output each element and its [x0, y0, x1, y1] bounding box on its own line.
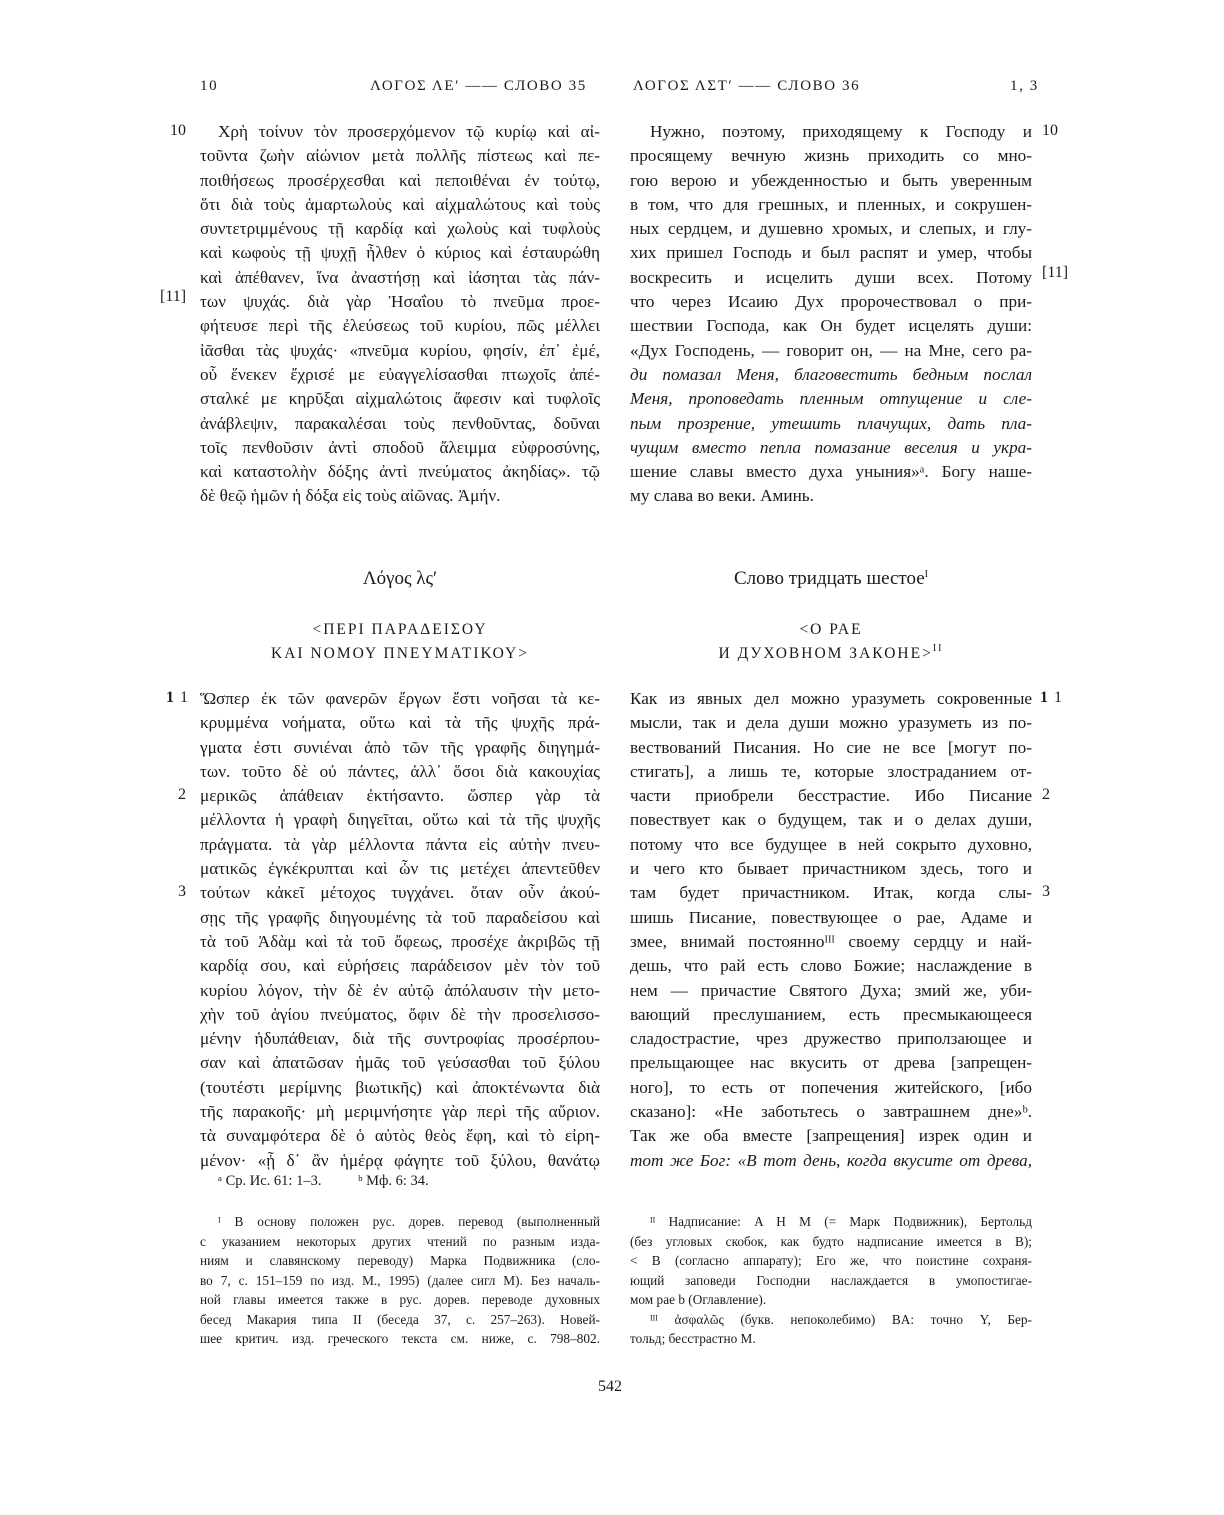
text-line: μένον· «ᾗ δ᾽ ἂν ἡμέρᾳ φάγητε τοῦ ξύλου, θανάτῳ	[200, 1150, 600, 1170]
text-line: μέλλοντα ἡ γραφὴ διηγεῖται, οὕτω καὶ τὰ τῆς ψυχῆς	[200, 810, 600, 830]
text-line: τὰ συναμφότερα δὲ ὁ αὐτὸς θεὸς ἔφη, καὶ τὸ εἰρη-	[200, 1126, 600, 1146]
text-line: κυρίου λόγον, τὴν δὲ ἐν αὐτῷ ἀπόλαυσιν τὴν μετο-	[200, 980, 600, 1000]
text-line: чущим вместо пепла помазание веселия и укра-	[630, 437, 1032, 457]
text-line: шествии Господа, как Он будет исцелять души:	[630, 316, 1032, 336]
scripture-ref-a: ᵃ Ср. Ис. 61: 1–3.	[218, 1173, 322, 1189]
text-line: ди помазал Меня, благовестить бедным послал	[630, 364, 1032, 384]
text-line: των. τοῦτο δὲ οὐ πάντες, ἀλλ᾽ ὅσοι διὰ κακουχίας	[200, 761, 600, 781]
text-line: повествует как о будущем, так и о делах души,	[630, 810, 1032, 830]
footnote-line: мом рае b (Оглавление).	[630, 1292, 767, 1307]
greek-top-text	[200, 120, 600, 509]
text-line: потому что все будущее в ней сокрыто духовно,	[630, 834, 1032, 854]
russian-main-text	[630, 687, 1032, 1173]
text-line: χὴν τοῦ ἁγίου πνεύματος, ὄφιν δὲ τὴν προσελισσο-	[200, 1004, 600, 1024]
text-line: ного], то есть от попечения житейского, [ибо	[630, 1077, 1032, 1097]
footnote-line: (без угловых скобок, как будто надписание имеется в B);	[630, 1233, 1032, 1249]
text-line: Меня, проповедать пленным отпущение и сле-	[630, 389, 1032, 409]
text-line: Так же оба вместе [запрещения] изрек один и	[630, 1126, 1032, 1146]
text-line: καὶ κωφοὺς τῇ ψυχῇ ἦλθεν ὁ κύριος καὶ ἐσταυρώθη	[200, 243, 600, 263]
text-line: σταλκέ με κηρῦξαι αἰχμαλώτοις ἄφεσιν καὶ τυφλοῖς	[200, 389, 600, 409]
text-line: воскресить и исцелить души всех. Потому	[630, 267, 1032, 287]
text-line: прельщающее нас вкусить от древа [запрещен-	[630, 1053, 1032, 1073]
text-line: ἀνάβλεψιν, παρακαλέσαι τοὺς πενθοῦντας, δοῦναι	[200, 413, 600, 433]
text-line: συντετριμμένους τῇ καρδίᾳ καὶ χωλοὺς καὶ τυφλοὺς	[200, 219, 600, 239]
text-line: τῆς παρακοῆς· μὴ μεριμνήσητε γὰρ περὶ τῆς αὔριον.	[200, 1102, 600, 1122]
text-line: тот же Бог: «В тот день, когда вкусите от древа,	[630, 1150, 1032, 1170]
text-line: му слава во веки. Аминь.	[630, 486, 814, 506]
russian-subtitle-footnote-marker: II	[932, 643, 944, 654]
footnotes-left	[200, 1212, 600, 1349]
russian-subtitle-text: И ДУХОВНОМ ЗАКОНЕ>	[718, 645, 933, 662]
text-line: των ψυχάς. διὰ γὰρ Ἡσαΐου τὸ πνεῦμα προε-	[200, 292, 600, 312]
text-line: τὰ τοῦ Ἀδὰμ καὶ τὰ τοῦ ὄφεως, προσέχε ἀκριβῶς τῇ	[200, 931, 600, 951]
footnote-line: ᴵᴵ Надписание: A H M (= Марк Подвижник), Бертольд	[650, 1214, 1032, 1229]
text-line: δὲ θεῷ ἡμῶν ἡ δόξα εἰς τοὺς αἰῶνας. Ἀμήν.	[200, 486, 501, 506]
scripture-ref-b: ᵇ Мф. 6: 34.	[358, 1173, 429, 1189]
text-line: шишь Писание, повествующее о рае, Адаме и	[630, 907, 1032, 927]
text-line: (τουτέστι μερίμνης βιωτικῆς) καὶ ἀποκτένωντα διὰ	[200, 1077, 600, 1097]
footnote-line: ᴵᴵᴵ ἀσφαλῶς (букв. непоколебимо) BA: точно Y, Бер-	[650, 1311, 1032, 1327]
right-running-title: ΛΟΓΟΣ ΛΣΤʹ ―― СЛОВО 36	[633, 78, 861, 94]
footnote-line: шее критич. изд. греческого текста см. ниже, с. 798–802.	[200, 1331, 600, 1346]
text-line: ματικῶς ἐγκέκρυπται καὶ ὧν τις μετέχει ἀπεντεῦθεν	[200, 859, 600, 879]
text-line: ных сердцем, и душевно хромых, и слепых, и глу-	[630, 219, 1032, 239]
greek-top-section-marker: [11]	[160, 288, 187, 305]
russian-title-text: Слово тридцать шестое	[734, 568, 925, 589]
text-line: вествований Писания. Но сие не все [могут по-	[630, 737, 1032, 757]
text-line: там будет причастником. Итак, когда слы-	[630, 883, 1032, 903]
greek-chapter-number	[166, 689, 174, 707]
text-line: ἰᾶσθαι τὰς ψυχάς· «πνεῦμα κυρίου, φησίν, ἐπ᾽ ἐμέ,	[200, 340, 600, 360]
text-line: σαν καὶ ἀπατῶσαν ἡμᾶς τοῦ γεύσασθαι τοῦ ξύλου	[200, 1053, 600, 1073]
russian-subtitle-line-1: <О РАЕ	[799, 621, 863, 638]
text-line: «Дух Господень, — говорит он, — на Мне, сего ра-	[630, 340, 1032, 360]
text-line: просящему вечную жизнь приходить со мно-	[630, 146, 1032, 166]
footnote-line: с указанием некоторых других чтений по разным изда-	[200, 1233, 600, 1249]
russian-top-line-number: 10	[1042, 122, 1058, 139]
text-line: τοῦντα ζωὴν αἰώνιον μετὰ πολλῆς πίστεως καὶ πε-	[200, 146, 600, 166]
page-number: 542	[598, 1378, 622, 1395]
footnote-line: < B (согласно аппарату); Его же, что поистине сохраня-	[630, 1253, 1032, 1268]
russian-top-section-marker: [11]	[1042, 264, 1069, 281]
text-line: гою верою и убежденностью и быть уверенным	[630, 170, 1032, 190]
text-line: вающий преслушанием, есть пресмыкающееся	[630, 1004, 1032, 1024]
chapter-number: 1	[1040, 689, 1048, 706]
text-line: хих пришел Господь и был распят и умер, чтобы	[630, 243, 1032, 263]
text-line: Ὥσπερ ἐκ τῶν φανερῶν ἔργων ἔστι νοῆσαι τὰ κε-	[200, 689, 600, 708]
chapter-number: 1	[166, 689, 174, 706]
text-line: γματα ἐστι συνιέναι ἀπὸ τῶν τῆς γραφῆς διηγημά-	[200, 737, 600, 757]
text-line: ὅτι διὰ τοὺς ἁμαρτωλοὺς καὶ αἰχμαλώτους καὶ τοὺς	[200, 194, 600, 214]
greek-subtitle-line-2: ΚΑΙ ΝΟΜΟΥ ΠΝΕΥΜΑΤΙΚΟΥ>	[271, 645, 529, 662]
text-line: σῃς τῆς γραφῆς διηγουμένης τὰ τοῦ παραδείσου καὶ	[200, 907, 600, 927]
footnotes-right	[630, 1212, 1032, 1349]
text-line: μένην ἡδυπάθειαν, διὰ τῆς συντροφίας προσέρπου-	[200, 1029, 600, 1049]
text-line: φήτευσε περὶ τῆς ἐλεύσεως τοῦ κυρίου, πῶς μέλλει	[200, 316, 600, 336]
russian-subtitle-line-2	[630, 642, 1032, 666]
text-line: мысли, так и дела души можно уразуметь из по-	[630, 713, 1032, 733]
text-line: πράγματα. τὰ γὰρ μέλλοντα πάντα εἰς αὐτὴν πνευ-	[200, 834, 600, 854]
text-line: стигать], а лишь те, которые злостраданием от-	[630, 761, 1032, 781]
russian-verse-1: 1	[1054, 689, 1062, 706]
greek-subtitle-line-1: <ΠΕΡΙ ΠΑΡΑΔΕΙΣΟΥ	[312, 621, 488, 638]
footnote-line: тольд; бесстрастно M.	[630, 1331, 756, 1346]
text-line: Χρὴ τοίνυν τὸν προσερχόμενον τῷ κυρίῳ καὶ αἰ-	[218, 122, 600, 141]
left-page-number: 10	[200, 78, 219, 94]
text-line: что через Исаию Дух пророчествовал о при-	[630, 292, 1032, 312]
left-running-title: ΛΟΓΟΣ ΛΕʹ ―― СЛОВО 35	[370, 78, 587, 94]
greek-verse-2: 2	[178, 786, 186, 803]
text-line: пым прозрение, утешить плачущих, дать пла-	[630, 413, 1032, 433]
russian-verse-2: 2	[1042, 786, 1050, 803]
russian-top-text	[630, 120, 1032, 509]
text-line: Нужно, поэтому, приходящему к Господу и	[650, 122, 1032, 141]
text-line: Как из явных дел можно уразуметь сокровенные	[630, 689, 1032, 708]
text-line: нем — причастие Святого Духа; змий же, уби-	[630, 980, 1032, 1000]
text-line: в том, что для грешных, и пленных, и сокрушен-	[630, 194, 1032, 214]
text-line: τούτων κἀκεῖ μέτοχος τυγχάνει. ὅταν οὖν ἀκού-	[200, 883, 600, 903]
footnote-line: ной главы имеется также в рус. дорев. переводе духовных	[200, 1292, 600, 1307]
text-line: и чего кто бывает причастником здесь, того и	[630, 859, 1032, 879]
right-ref: 1, 3	[1010, 78, 1039, 94]
footnote-line: ᴵ В основу положен рус. дорев. перевод (выполненный	[218, 1214, 600, 1229]
russian-title	[630, 568, 1032, 590]
text-line: змее, внимай постоянноᴵᴵᴵ своему сердцу и най-	[630, 931, 1032, 951]
greek-main-text	[200, 687, 600, 1173]
greek-top-line-number: 10	[170, 122, 186, 139]
text-line: καρδίᾳ σου, καὶ εὑρήσεις παράδεισον μὲν τὸν τοῦ	[200, 956, 600, 976]
footnote-line: ниям и славянскому переводу) Марка Подвижника (сло-	[200, 1253, 600, 1268]
russian-title-footnote-marker: I	[924, 569, 928, 580]
text-line: дешь, что рай есть слово Божие; наслаждение в	[630, 956, 1032, 976]
text-line: καὶ ἀπέθανεν, ἵνα ἀναστήσῃ καὶ ἰάσηται τὰς πάν-	[200, 267, 600, 287]
text-line: κρυμμένα νοήματα, οὕτω καὶ τὰ τῆς ψυχῆς πρά-	[200, 713, 600, 733]
text-line: οὗ ἕνεκεν ἔχρισέ με εὐαγγελίσασθαι πτωχοῖς ἀπέ-	[200, 364, 600, 384]
greek-title: Λόγος λςʹ	[362, 568, 438, 589]
greek-verse-3: 3	[178, 883, 186, 900]
text-line: части приобрели бесстрастие. Ибо Писание	[630, 786, 1032, 806]
russian-chapter-number	[1040, 689, 1048, 707]
text-line: сладострастие, чрез дружество приползающее и	[630, 1029, 1032, 1049]
russian-verse-3: 3	[1042, 883, 1050, 900]
text-line: μερικῶς ἀπάθειαν ἐκτήσαντο. ὥσπερ γὰρ τὰ	[200, 786, 600, 806]
footnote-line: бесед Макария типа II (беседа 37, с. 257–263). Новей-	[200, 1311, 600, 1327]
text-line: τοῖς πενθοῦσιν ἀντὶ σποδοῦ ἄλειμμα εὐφροσύνης,	[200, 437, 600, 457]
text-line: сказано]: «Не заботьтесь о завтрашнем дне»ᵇ.	[630, 1102, 1032, 1122]
footnote-line: ющий заповеди Господни наслаждается в умопостигае-	[630, 1272, 1032, 1288]
footnote-line: во 7, с. 151–159 по изд. М., 1995) (далее сигл M). Без началь-	[200, 1272, 600, 1288]
text-line: шение славы вместо духа уныния»ᵃ. Богу наше-	[630, 462, 1032, 482]
text-line: ποιθήσεως προσέρχεσθαι καὶ πεποιθέναι ἐν τούτῳ,	[200, 170, 600, 190]
greek-verse-1: 1	[180, 689, 188, 706]
text-line: καὶ καταστολὴν δόξης ἀντὶ πνεύματος ἀκηδίας». τῷ	[200, 462, 600, 482]
